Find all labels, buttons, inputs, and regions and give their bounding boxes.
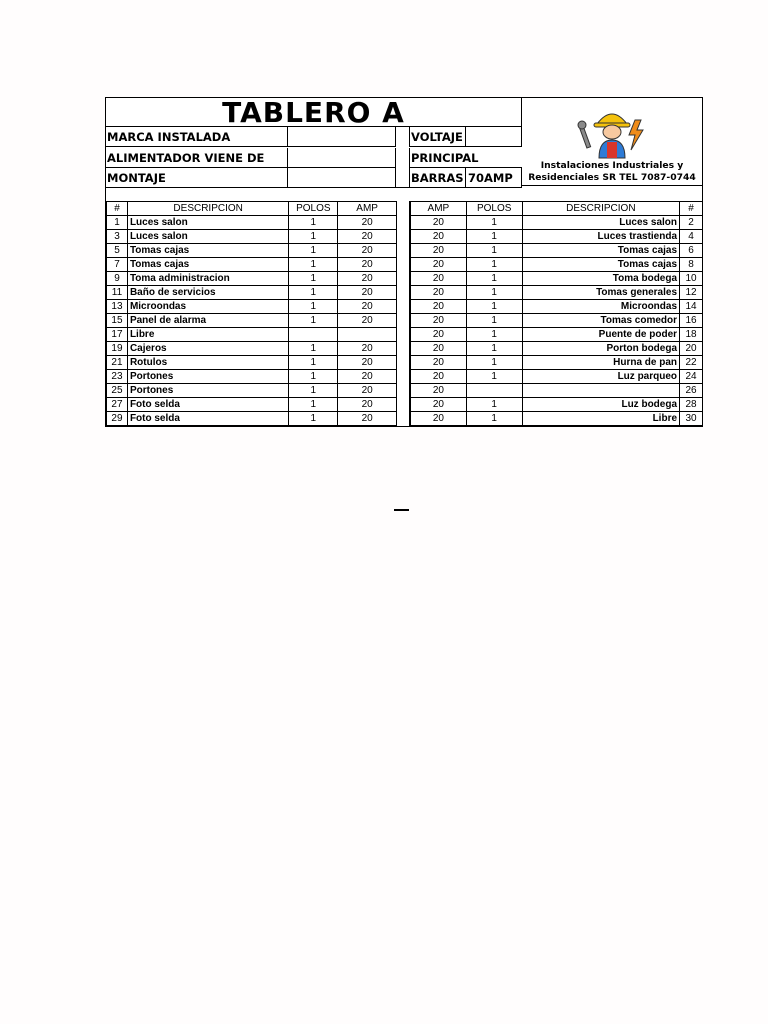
circuit-amps: 20 [338, 384, 397, 398]
circuit-poles [466, 384, 522, 398]
sheet-title: TABLERO A [106, 98, 522, 127]
header-row-montaje [106, 168, 522, 188]
table-row [107, 244, 397, 258]
circuit-description: Libre [127, 328, 288, 342]
circuit-amps [338, 328, 397, 342]
circuit-number: 13 [107, 300, 128, 314]
circuit-poles: 1 [289, 384, 338, 398]
table-header-row [107, 202, 397, 216]
circuit-amps: 20 [411, 356, 467, 370]
circuit-number: 8 [680, 258, 703, 272]
circuit-poles: 1 [289, 272, 338, 286]
circuit-amps: 20 [411, 398, 467, 412]
circuit-description: Tomas cajas [127, 244, 288, 258]
circuit-number: 27 [107, 398, 128, 412]
circuit-poles: 1 [289, 258, 338, 272]
col-header-num: # [107, 202, 128, 216]
company-name [522, 160, 702, 184]
circuit-poles: 1 [466, 398, 522, 412]
circuit-description: Luces salon [127, 216, 288, 230]
circuit-number: 7 [107, 258, 128, 272]
circuit-description: Foto selda [127, 412, 288, 426]
table-row [107, 314, 397, 328]
circuit-description: Tomas generales [522, 286, 679, 300]
circuit-description: Portones [127, 370, 288, 384]
circuit-poles: 1 [466, 342, 522, 356]
table-row [107, 230, 397, 244]
circuit-number: 9 [107, 272, 128, 286]
circuit-amps: 20 [338, 314, 397, 328]
circuit-description: Tomas cajas [127, 258, 288, 272]
header-gap [396, 148, 410, 168]
circuit-amps: 20 [338, 230, 397, 244]
circuit-amps: 20 [411, 314, 467, 328]
col-header-polos: POLOS [466, 202, 522, 216]
circuit-description: Tomas cajas [522, 244, 679, 258]
center-gap-line [396, 201, 410, 427]
table-row [107, 342, 397, 356]
col-header-desc: DESCRIPCION [127, 202, 288, 216]
circuit-description: Portones [127, 384, 288, 398]
header-row-alimentador [106, 148, 522, 168]
table-row [411, 412, 703, 426]
circuit-amps: 20 [411, 370, 467, 384]
barras-value: 70AMP [466, 168, 522, 188]
table-row [107, 286, 397, 300]
circuit-number: 17 [107, 328, 128, 342]
table-row [411, 370, 703, 384]
company-name-line1: Instalaciones Industriales y [540, 160, 684, 171]
circuit-poles: 1 [466, 356, 522, 370]
circuit-poles: 1 [289, 300, 338, 314]
marca-label: MARCA INSTALADA [106, 127, 288, 147]
table-row [411, 314, 703, 328]
circuit-description: Foto selda [127, 398, 288, 412]
circuit-amps: 20 [411, 328, 467, 342]
panel-schedule-sheet [105, 97, 703, 427]
circuit-number: 10 [680, 272, 703, 286]
table-row [107, 384, 397, 398]
col-header-amp: AMP [338, 202, 397, 216]
circuit-number: 28 [680, 398, 703, 412]
circuit-description: Rotulos [127, 356, 288, 370]
circuit-amps: 20 [411, 384, 467, 398]
circuit-amps: 20 [411, 272, 467, 286]
col-header-amp: AMP [411, 202, 467, 216]
header-gap [396, 127, 410, 147]
circuit-poles: 1 [289, 370, 338, 384]
table-row [411, 230, 703, 244]
table-row [411, 300, 703, 314]
circuit-poles: 1 [289, 216, 338, 230]
circuit-number: 11 [107, 286, 128, 300]
circuit-amps: 20 [338, 300, 397, 314]
circuit-description: Libre [522, 412, 679, 426]
col-header-desc: DESCRIPCION [522, 202, 679, 216]
left-circuit-table [106, 201, 397, 426]
table-row [107, 300, 397, 314]
circuit-poles: 1 [466, 244, 522, 258]
circuit-amps: 20 [338, 398, 397, 412]
table-row [107, 370, 397, 384]
header-row-marca [106, 127, 522, 147]
marca-value [288, 127, 396, 147]
circuit-poles: 1 [466, 230, 522, 244]
circuit-amps: 20 [338, 370, 397, 384]
circuit-description: Porton bodega [522, 342, 679, 356]
circuit-amps: 20 [411, 230, 467, 244]
circuit-description: Luces trastienda [522, 230, 679, 244]
circuit-poles: 1 [289, 314, 338, 328]
table-row [411, 398, 703, 412]
circuit-number: 3 [107, 230, 128, 244]
circuit-amps: 20 [338, 216, 397, 230]
circuit-poles: 1 [466, 314, 522, 328]
header-gap [396, 168, 410, 188]
circuit-number: 25 [107, 384, 128, 398]
circuit-amps: 20 [338, 356, 397, 370]
principal-label: PRINCIPAL [410, 148, 522, 168]
circuit-number: 30 [680, 412, 703, 426]
circuit-poles: 1 [466, 412, 522, 426]
circuit-description: Puente de poder [522, 328, 679, 342]
circuit-description: Microondas [522, 300, 679, 314]
table-row [411, 342, 703, 356]
circuit-amps: 20 [411, 300, 467, 314]
table-row [107, 412, 397, 426]
circuit-poles: 1 [289, 342, 338, 356]
circuit-poles: 1 [289, 398, 338, 412]
circuit-poles: 1 [466, 258, 522, 272]
circuit-description: Microondas [127, 300, 288, 314]
circuit-number: 6 [680, 244, 703, 258]
table-row [107, 328, 397, 342]
table-row [107, 398, 397, 412]
voltaje-label: VOLTAJE [410, 127, 466, 147]
circuit-number: 26 [680, 384, 703, 398]
circuit-amps: 20 [338, 272, 397, 286]
circuit-poles: 1 [466, 272, 522, 286]
circuit-poles: 1 [289, 244, 338, 258]
col-header-num: # [680, 202, 703, 216]
montaje-value [288, 168, 396, 188]
table-row [411, 258, 703, 272]
circuit-amps: 20 [338, 258, 397, 272]
circuit-number: 23 [107, 370, 128, 384]
table-row [107, 356, 397, 370]
circuit-poles: 1 [289, 230, 338, 244]
circuit-description: Cajeros [127, 342, 288, 356]
circuit-description: Toma administracion [127, 272, 288, 286]
circuit-number: 16 [680, 314, 703, 328]
alimentador-label: ALIMENTADOR VIENE DE [106, 148, 288, 168]
company-logo [522, 98, 702, 186]
page-dash-mark [394, 509, 409, 511]
circuit-description: Tomas comedor [522, 314, 679, 328]
circuit-description [522, 384, 679, 398]
barras-label: BARRAS [410, 168, 466, 188]
circuit-amps: 20 [411, 342, 467, 356]
circuit-description: Luces salon [127, 230, 288, 244]
circuit-description: Toma bodega [522, 272, 679, 286]
circuit-number: 20 [680, 342, 703, 356]
circuit-number: 4 [680, 230, 703, 244]
circuit-number: 12 [680, 286, 703, 300]
electrician-logo-icon [577, 102, 647, 160]
circuit-description: Luz parqueo [522, 370, 679, 384]
circuit-poles: 1 [466, 370, 522, 384]
table-header-row [411, 202, 703, 216]
circuit-amps: 20 [411, 258, 467, 272]
circuit-description: Tomas cajas [522, 258, 679, 272]
circuit-number: 29 [107, 412, 128, 426]
circuit-amps: 20 [338, 412, 397, 426]
table-row [411, 286, 703, 300]
circuit-amps: 20 [338, 286, 397, 300]
circuit-number: 24 [680, 370, 703, 384]
table-row [107, 272, 397, 286]
circuit-number: 18 [680, 328, 703, 342]
voltaje-value [466, 127, 522, 147]
circuit-number: 14 [680, 300, 703, 314]
circuit-poles: 1 [466, 328, 522, 342]
circuit-poles: 1 [466, 286, 522, 300]
circuit-number: 15 [107, 314, 128, 328]
circuit-number: 22 [680, 356, 703, 370]
circuit-poles [289, 328, 338, 342]
table-row [411, 384, 703, 398]
table-row [411, 272, 703, 286]
circuit-description: Baño de servicios [127, 286, 288, 300]
circuit-amps: 20 [411, 216, 467, 230]
circuit-amps: 20 [338, 244, 397, 258]
circuit-description: Luces salon [522, 216, 679, 230]
table-row [411, 356, 703, 370]
circuit-amps: 20 [338, 342, 397, 356]
table-row [411, 216, 703, 230]
circuit-poles: 1 [466, 216, 522, 230]
circuit-number: 1 [107, 216, 128, 230]
table-row [411, 244, 703, 258]
circuit-amps: 20 [411, 412, 467, 426]
circuit-amps: 20 [411, 286, 467, 300]
circuit-number: 21 [107, 356, 128, 370]
circuit-poles: 1 [466, 300, 522, 314]
table-row [411, 328, 703, 342]
circuit-poles: 1 [289, 286, 338, 300]
montaje-label: MONTAJE [106, 168, 288, 188]
col-header-polos: POLOS [289, 202, 338, 216]
circuit-number: 19 [107, 342, 128, 356]
circuit-amps: 20 [411, 244, 467, 258]
circuit-description: Hurna de pan [522, 356, 679, 370]
alimentador-value [288, 148, 396, 168]
circuit-poles: 1 [289, 412, 338, 426]
circuit-number: 2 [680, 216, 703, 230]
table-row [107, 216, 397, 230]
circuit-description: Panel de alarma [127, 314, 288, 328]
circuit-poles: 1 [289, 356, 338, 370]
right-circuit-table [410, 201, 703, 426]
company-name-line2: Residenciales SR TEL 7087-0744 [528, 172, 696, 183]
table-row [107, 258, 397, 272]
circuit-description: Luz bodega [522, 398, 679, 412]
circuit-number: 5 [107, 244, 128, 258]
